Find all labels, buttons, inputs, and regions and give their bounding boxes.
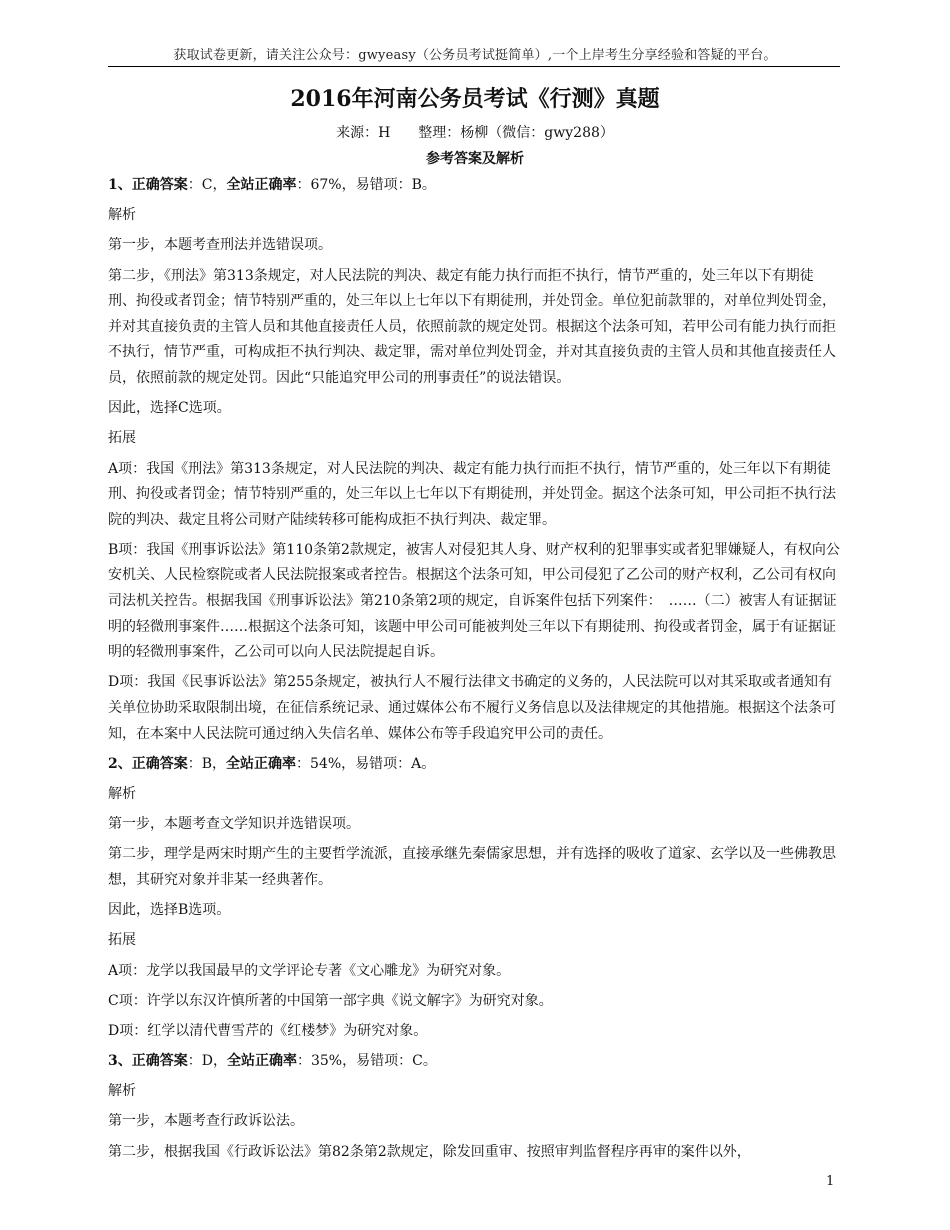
answer-value: ：D， bbox=[187, 1053, 227, 1070]
extension-label: 拓展 bbox=[108, 430, 136, 447]
extension-option-b: B项：我国《刑事诉讼法》第110条第2款规定，被害人对侵犯其人身、财产权利的犯罪事实或者犯罪嫌疑人，有权向公安机关、人民检察院或者人民法院报案或者控告。根据这个法条可知，甲公司侵犯了乙公司的财产权利，乙公司有权向司法机关控告。根据我国《刑事诉讼法》第210条第2项的规定，自诉案件包括下列案件： ……（二）被害人有证据证明的轻微刑事案件……根据这个法条可知，该题中甲公司可能被判处三年以下有期徒刑、拘役或者罚金，属于有证据证明的轻微刑事案件，乙公司可以向人民法院提起自诉。 bbox=[108, 541, 840, 661]
extension-option-d: D项：红学以清代曹雪芹的《红楼梦》为研究对象。 bbox=[108, 1022, 428, 1039]
rate-label: 全站正确率 bbox=[226, 1053, 297, 1070]
analysis-step-2: 第二步，根据我国《行政诉讼法》第82条第2款规定，除发回重审、按照审判监督程序再审的案件以外， bbox=[108, 1143, 751, 1160]
page-number: 1 bbox=[826, 1174, 835, 1189]
header-note: 获取试卷更新，请关注公众号：gwyeasy（公务员考试挺简单）,一个上岸考生分享经验和答疑的平台。 bbox=[173, 48, 777, 63]
rate-value: ：67%，易错项：B。 bbox=[296, 177, 436, 193]
answer-label: 正确答案 bbox=[131, 755, 188, 772]
analysis-step-1: 第一步，本题考查刑法并选错误项。 bbox=[108, 237, 332, 254]
analysis-step-1: 第一步，本题考查文学知识并选错误项。 bbox=[108, 816, 360, 833]
analysis-step-2: 第二步，《刑法》第313条规定，对人民法院的判决、裁定有能力执行而拒不执行，情节严重的，处三年以下有期徒刑、拘役或者罚金；情节特别严重的，处三年以上七年以下有期徒刑，并处罚金。单位犯前款罪的，对单位判处罚金，并对其直接负责的主管人员和其他直接责任人员，依照前款的规定处罚。根据这个法条可知，若甲公司有能力执行而拒不执行，情节严重，可构成拒不执行判决、裁定罪，需对单位判处罚金，并对其直接负责的主管人员和其他直接责任人员，依照前款的规定处罚。因此“只能追究甲公司的刑事责任”的说法错误。 bbox=[108, 267, 836, 386]
question-3-answer-line bbox=[108, 1049, 840, 1075]
document-source: 来源：H 整理：杨柳（微信：gwy288） bbox=[336, 125, 614, 141]
analysis-step-1: 第一步，本题考查行政诉讼法。 bbox=[108, 1113, 304, 1130]
question-number: 1、 bbox=[108, 177, 132, 193]
question-2-answer-line bbox=[108, 752, 840, 778]
conclusion: 因此，选择C选项。 bbox=[108, 400, 231, 417]
conclusion: 因此，选择B选项。 bbox=[108, 902, 231, 919]
extension-option-a: A项：我国《刑法》第313条规定，对人民法院的判决、裁定有能力执行而拒不执行，情节严重的，处三年以下有期徒刑、拘役或者罚金；情节特别严重的，处三年以上七年以下有期徒刑，并处罚金。据这个法条可知，甲公司拒不执行法院的判决、裁定且将公司财产陆续转移可能构成拒不执行判决、裁定罪。 bbox=[108, 460, 836, 528]
analysis-label: 解析 bbox=[108, 1083, 136, 1100]
rate-value: ：54%，易错项：A。 bbox=[296, 755, 436, 772]
answer-value: ：C， bbox=[187, 177, 227, 193]
analysis-label: 解析 bbox=[108, 207, 136, 224]
extension-option-a: A项：龙学以我国最早的文学评论专著《文心雕龙》为研究对象。 bbox=[108, 962, 511, 979]
extension-option-c: C项：许学以东汉许慎所著的中国第一部字典《说文解字》为研究对象。 bbox=[108, 992, 553, 1009]
rate-value: ：35%，易错项：C。 bbox=[296, 1053, 437, 1070]
analysis-step-2: 第二步，理学是两宋时期产生的主要哲学流派，直接承继先秦儒家思想，并有选择的吸收了道家、玄学以及一些佛教思想，其研究对象并非某一经典著作。 bbox=[108, 846, 836, 888]
analysis-label: 解析 bbox=[108, 786, 136, 802]
document-title: 2016年河南公务员考试《行测》真题 bbox=[290, 86, 660, 112]
answer-label: 正确答案 bbox=[131, 177, 188, 193]
rate-label: 全站正确率 bbox=[226, 177, 297, 193]
answers-heading: 参考答案及解析 bbox=[426, 151, 524, 167]
question-1-answer-line bbox=[108, 173, 840, 199]
document-body bbox=[108, 173, 840, 1170]
extension-label: 拓展 bbox=[108, 932, 136, 949]
question-number: 3、 bbox=[108, 1053, 132, 1070]
header-divider bbox=[108, 66, 840, 67]
extension-option-d: D项：我国《民事诉讼法》第255条规定，被执行人不履行法律文书确定的义务的，人民法院可以对其采取或者通知有关单位协助采取限制出境，在征信系统记录、通过媒体公布不履行义务信息以及法律规定的其他措施。根据这个法条可知，在本案中人民法院可通过纳入失信名单、媒体公布等手段追究甲公司的责任。 bbox=[108, 674, 836, 742]
answer-value: ：B， bbox=[187, 755, 227, 772]
question-number: 2、 bbox=[108, 755, 132, 772]
answer-label: 正确答案 bbox=[131, 1053, 188, 1070]
rate-label: 全站正确率 bbox=[226, 755, 297, 772]
